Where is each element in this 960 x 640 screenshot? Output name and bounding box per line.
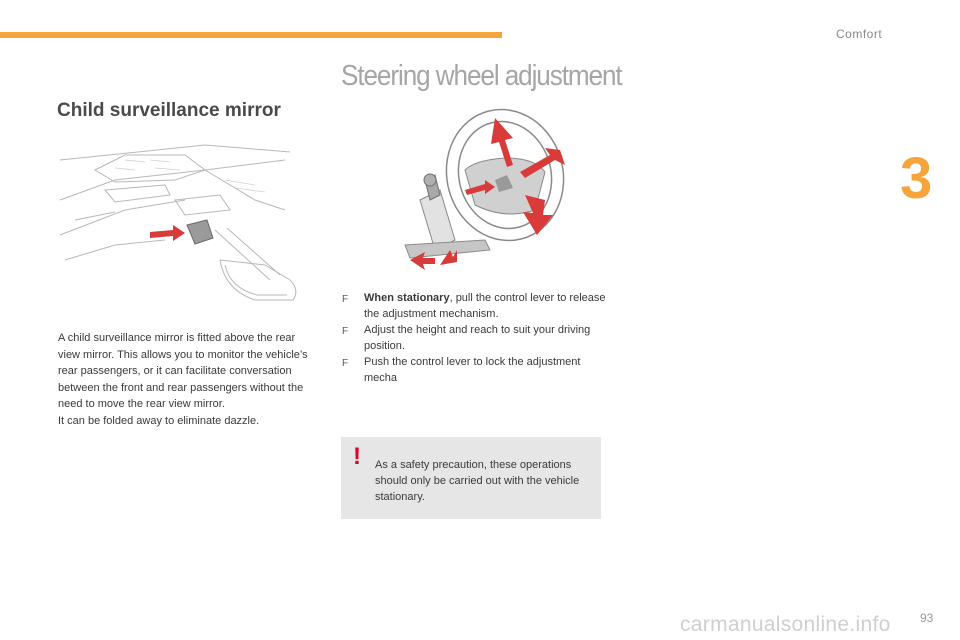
bullet-icon: F (342, 358, 349, 369)
mirror-heading: Child surveillance mirror (57, 100, 281, 121)
bullet-icon: F (342, 294, 349, 305)
mirror-description (58, 330, 320, 429)
section-title: Comfort (836, 27, 883, 41)
watermark: carmanualsonline.info (680, 613, 891, 636)
step-item (342, 290, 607, 322)
chapter-number: 3 (900, 146, 933, 211)
step-bold: When stationary (364, 292, 450, 304)
mirror-paragraph-1: A child surveillance mirror is fitted above the rear view mirror. This allows you to monitor the vehicle’s rear passengers, or it can facilitate conversation between the front and rear passengers without the need to move the rear view mirror. (58, 332, 308, 410)
mirror-arrow-icon (150, 225, 185, 241)
steering-steps (342, 290, 607, 386)
bullet-icon: F (342, 326, 349, 337)
step-text: Adjust the height and reach to suit your driving position. (364, 324, 591, 352)
steering-heading: Steering wheel adjustment (341, 60, 622, 92)
mirror-illustration (55, 140, 305, 310)
warning-text: As a safety precaution, these operations should only be carried out with the vehicle stationary. (375, 459, 580, 503)
child-mirror-icon (187, 220, 213, 244)
step-text: , pull the control lever to release the adjustment mechanism. (364, 292, 606, 320)
mirror-paragraph-2: It can be folded away to eliminate dazzle. (58, 414, 260, 427)
page-number: 93 (920, 611, 934, 625)
header-accent-bar (0, 32, 502, 38)
step-item (342, 354, 607, 386)
warning-box (341, 437, 601, 519)
step-text: Push the control lever to lock the adjustment mecha (364, 356, 581, 384)
step-item (342, 322, 607, 354)
steering-wheel-illustration (395, 100, 610, 275)
warning-icon: ! (353, 443, 361, 470)
